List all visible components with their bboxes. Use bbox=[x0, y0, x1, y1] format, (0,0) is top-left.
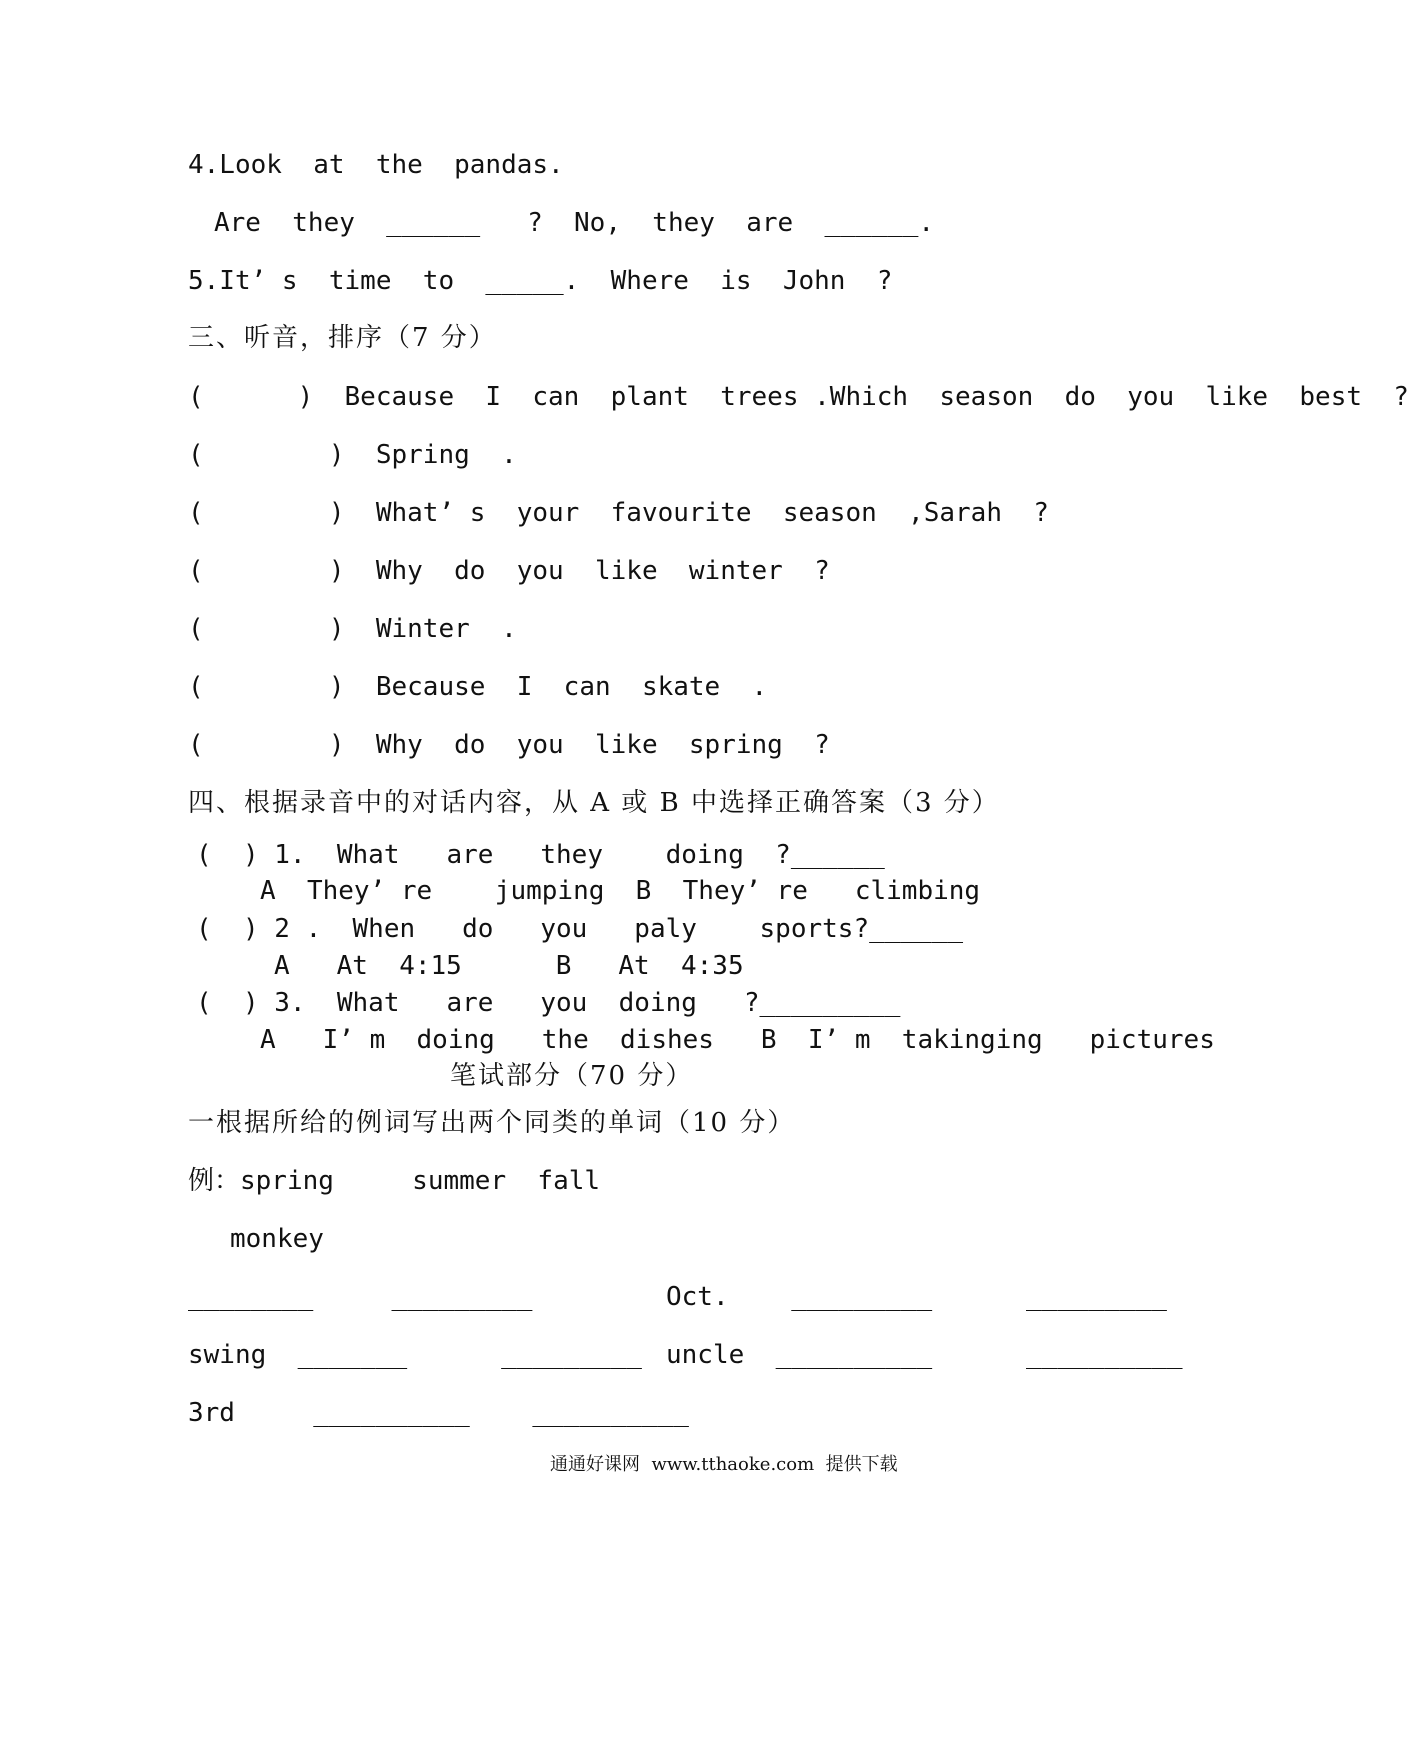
blank-row-2-right: uncle __________ __________ bbox=[666, 1340, 1183, 1370]
section-4-q2-options: A At 4:15 B At 4:35 bbox=[274, 951, 744, 981]
section-3-item-4: ( ) Why do you like winter ? bbox=[188, 556, 830, 586]
word-monkey: monkey bbox=[230, 1224, 324, 1254]
question-4-line-1: 4.Look at the pandas. bbox=[188, 150, 564, 180]
section-3-heading: 三、听音，排序（7 分） bbox=[188, 323, 497, 353]
section-3-item-5: ( ) Winter . bbox=[188, 614, 517, 644]
section-3-item-3: ( ) What’ s your favourite season ,Sarah ? bbox=[188, 498, 1049, 528]
blank-row-2-left: swing _______ _________ bbox=[188, 1340, 642, 1370]
written-part-title: 笔试部分（70 分） bbox=[450, 1061, 694, 1091]
section-4-q1-options: A They’ re jumping B They’ re climbing bbox=[260, 876, 981, 906]
section-4-q3: ( ) 3. What are you doing ?_________ bbox=[196, 988, 901, 1018]
section-4-q3-options: A I’ m doing the dishes B I’ m takinging pictures bbox=[260, 1025, 1215, 1055]
section-4-q2: ( ) 2 . When do you paly sports?______ bbox=[196, 914, 964, 944]
written-section-1-heading: 一根据所给的例词写出两个同类的单词（10 分） bbox=[188, 1108, 796, 1138]
example-line: 例：spring summer fall bbox=[188, 1166, 601, 1196]
blank-row-3: 3rd __________ __________ bbox=[188, 1398, 689, 1428]
footer-text: 通通好课网 www.tthaoke.com 提供下载 bbox=[550, 1454, 898, 1475]
question-5: 5.It’ s time to _____. Where is John ? bbox=[188, 266, 893, 296]
blank-row-1-right: Oct. _________ _________ bbox=[666, 1282, 1167, 1312]
section-3-item-1: ( ) Because I can plant trees .Which season do you like best ? bbox=[188, 382, 1409, 412]
section-3-item-2: ( ) Spring . bbox=[188, 440, 517, 470]
section-3-item-7: ( ) Why do you like spring ? bbox=[188, 730, 830, 760]
section-4-q1: ( ) 1. What are they doing ?______ bbox=[196, 840, 885, 870]
blank-row-1-left: ________ _________ bbox=[188, 1282, 533, 1312]
section-4-heading: 四、根据录音中的对话内容，从 A 或 B 中选择正确答案（3 分） bbox=[188, 788, 1000, 818]
question-4-line-2: Are they ______ ? No, they are ______. bbox=[214, 208, 935, 238]
section-3-item-6: ( ) Because I can skate . bbox=[188, 672, 768, 702]
